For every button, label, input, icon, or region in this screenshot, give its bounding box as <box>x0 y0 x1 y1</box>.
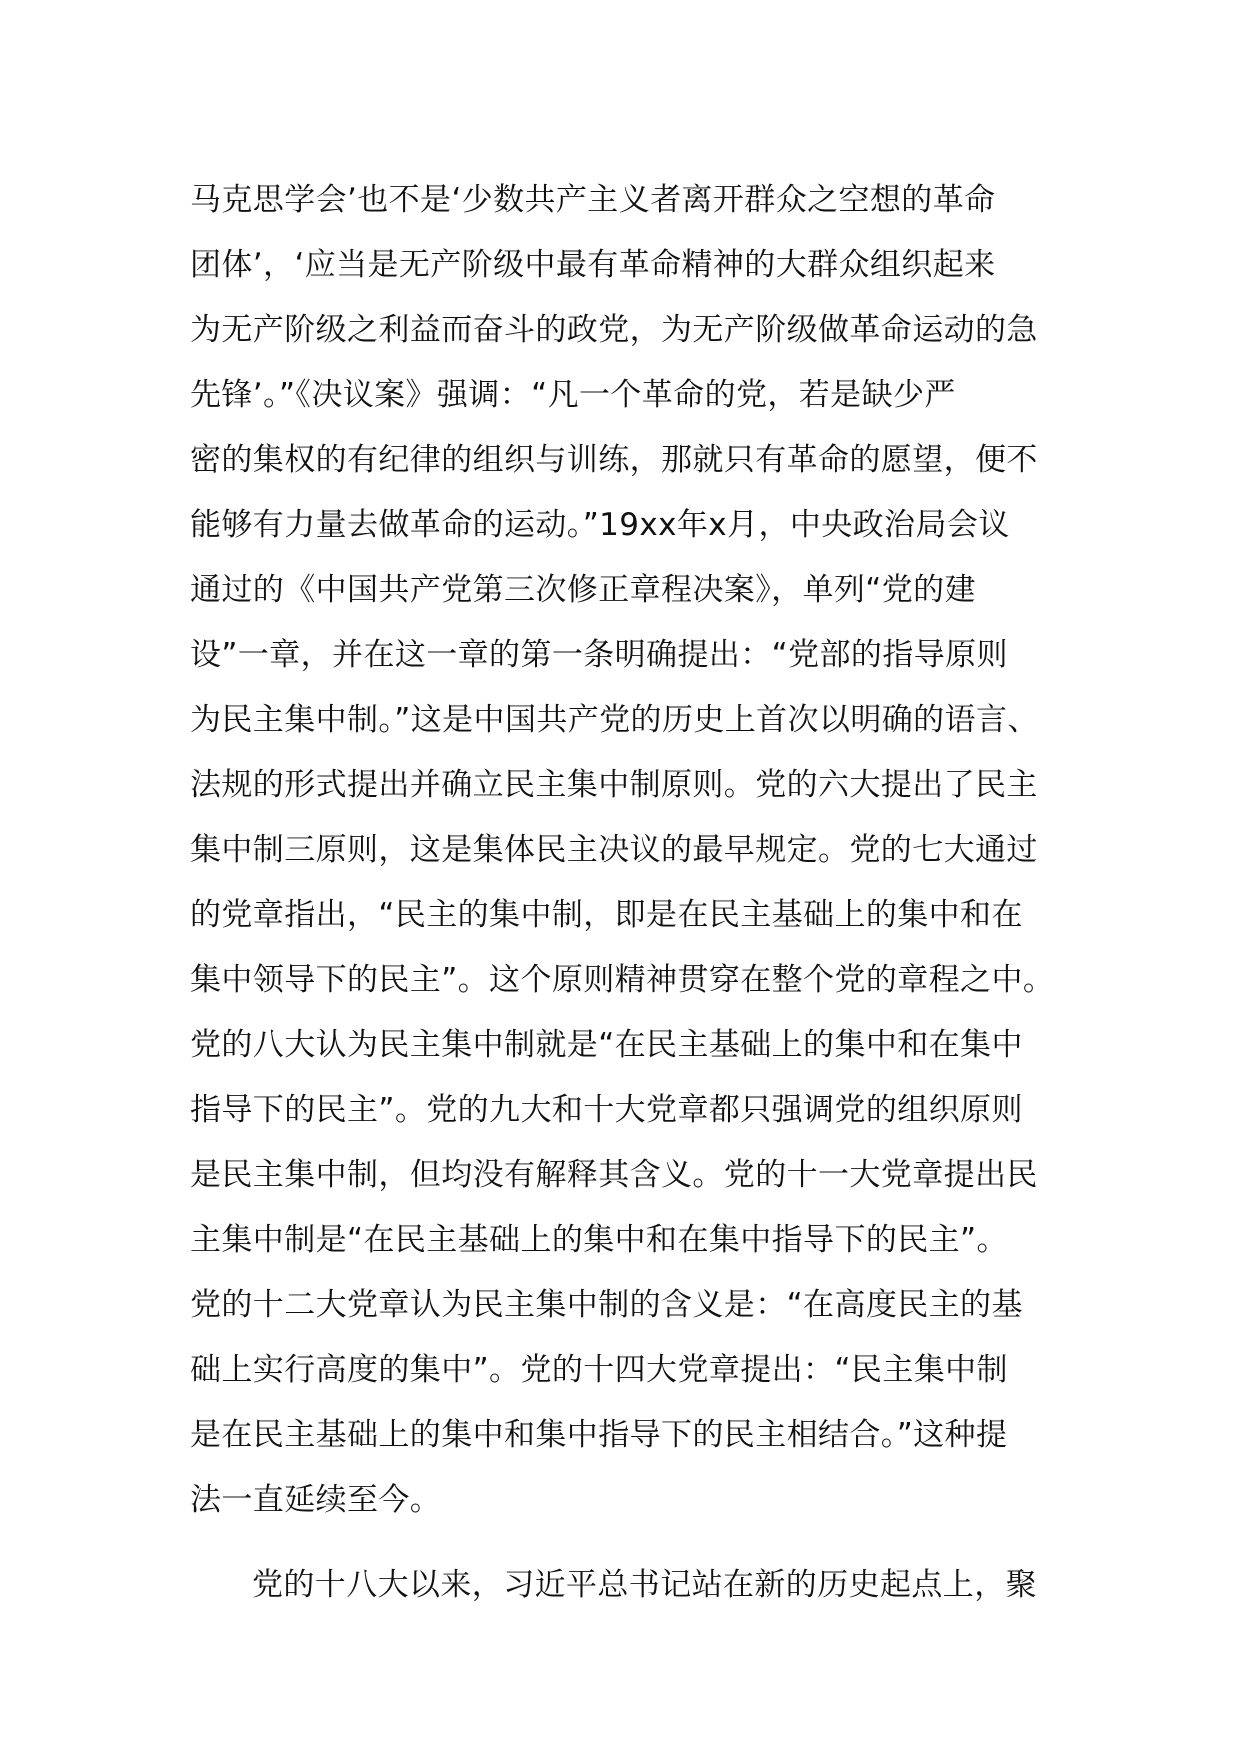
text-line: 的党章指出，“民主的集中制，即是在民主基础上的集中和在 <box>190 897 1023 933</box>
text-line: 通过的《中国共产党第三次修正章程决案》，单列“党的建 <box>190 572 976 608</box>
text-line: 主集中制是“在民主基础上的集中和在集中指导下的民主”。 <box>190 1222 1008 1258</box>
paragraph-gap <box>190 1533 1070 1553</box>
text-line: 马克思学会’也不是‘少数共产主义者离开群众之空想的革命 <box>190 182 996 218</box>
text-line: 先锋’。”《决议案》强调：“凡一个革命的党，若是缺少严 <box>190 377 956 413</box>
text-line: 为无产阶级之利益而奋斗的政党，为无产阶级做革命运动的急 <box>190 312 1038 348</box>
text-line: 为民主集中制。”这是中国共产党的历史上首次以明确的语言、 <box>190 702 1039 738</box>
text-line: 集中领导下的民主”。这个原则精神贯穿在整个党的章程之中。 <box>190 962 1055 998</box>
text-line: 团体’，‘应当是无产阶级中最有革命精神的大群众组织起来 <box>190 247 996 283</box>
paragraph-first-line: 党的十八大以来，习近平总书记站在新的历史起点上，聚 <box>252 1567 1037 1603</box>
text-line: 法一直延续至今。 <box>190 1482 442 1518</box>
text-line: 党的八大认为民主集中制就是“在民主基础上的集中和在集中 <box>190 1027 1023 1063</box>
document-body <box>190 168 1070 1618</box>
text-line: 础上实行高度的集中”。党的十四大党章提出：“民主集中制 <box>190 1352 1008 1388</box>
text-line: 党的十二大党章认为民主集中制的含义是：“在高度民主的基 <box>190 1287 1023 1323</box>
text-line: 设”一章，并在这一章的第一条明确提出：“党部的指导原则 <box>190 637 1008 673</box>
text-line: 法规的形式提出并确立民主集中制原则。党的六大提出了民主 <box>190 767 1038 803</box>
text-line: 是民主集中制，但均没有解释其含义。党的十一大党章提出民 <box>190 1157 1038 1193</box>
text-line: 是在民主基础上的集中和集中指导下的民主相结合。”这种提 <box>190 1417 1008 1453</box>
text-line: 密的集权的有纪律的组织与训练，那就只有革命的愿望，便不 <box>190 442 1038 478</box>
text-line: 指导下的民主”。党的九大和十大党章都只强调党的组织原则 <box>190 1092 1023 1128</box>
text-line: 集中制三原则，这是集体民主决议的最早规定。党的七大通过 <box>190 832 1038 868</box>
text-line: 能够有力量去做革命的运动。”19xx年x月，中央政治局会议 <box>190 507 1010 543</box>
